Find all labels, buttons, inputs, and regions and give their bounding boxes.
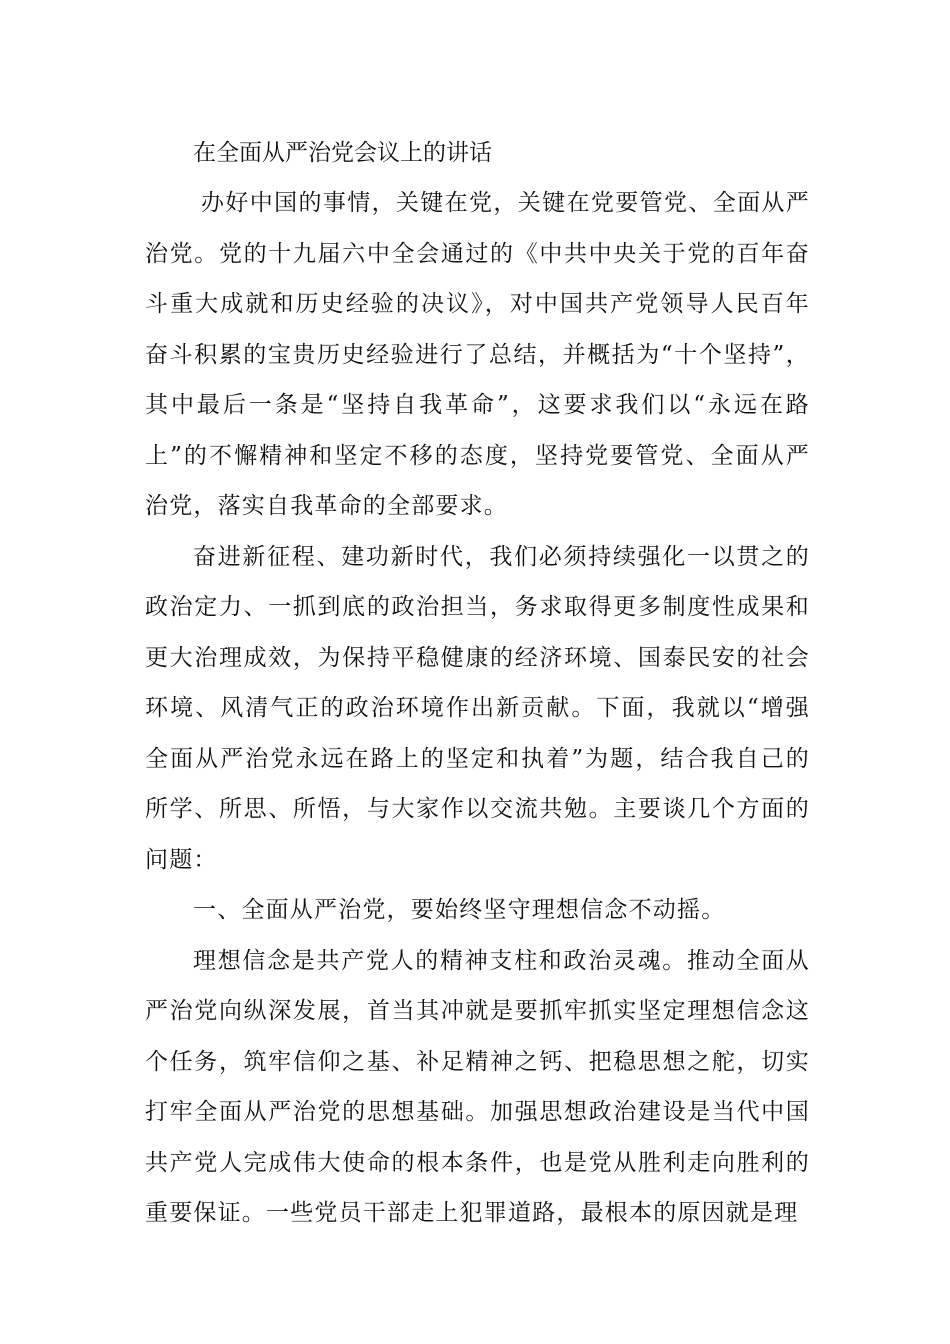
document-title: 在全面从严治党会议上的讲话 [193, 140, 492, 166]
section-1-paragraph: 理想信念是共产党人的精神支柱和政治灵魂。推动全面从严治党向纵深发展，首当其冲就是要抓牢抓实坚定理想信念这个任务，筑牢信仰之基、补足精神之钙、把稳思想之舵，切实打牢全面从严治党的思想基础。加强思想政治建设是当代中国共产党人完成伟大使命的根本条件，也是党从胜利走向胜利的重要保证。一些党员干部走上犯罪道路，最根本的原因就是理 [145, 947, 810, 1226]
document-body [145, 128, 810, 1239]
section-heading-1: 一、全面从严治党，要始终坚守理想信念不动摇。 [193, 897, 726, 923]
overview-paragraph: 奋进新征程、建功新时代，我们必须持续强化一以贯之的政治定力、一抓到底的政治担当，务求取得更多制度性成果和更大治理成效，为保持平稳健康的经济环境、国泰民安的社会环境、风清气正的政治环境作出新贡献。下面，我就以“增强全面从严治党永远在路上的坚定和执着”为题，结合我自己的所学、所思、所悟，与大家作以交流共勉。主要谈几个方面的问题： [145, 543, 810, 873]
intro-paragraph: 办好中国的事情，关键在党，关键在党要管党、全面从严治党。党的十九届六中全会通过的《中共中央关于党的百年奋斗重大成就和历史经验的决议》，对中国共产党领导人民百年奋斗积累的宝贵历史经验进行了总结，并概括为“十个坚持”，其中最后一条是“坚持自我革命”，这要求我们以“永远在路上”的不懈精神和坚定不移的态度，坚持党要管党、全面从严治党，落实自我革命的全部要求。 [145, 190, 810, 519]
